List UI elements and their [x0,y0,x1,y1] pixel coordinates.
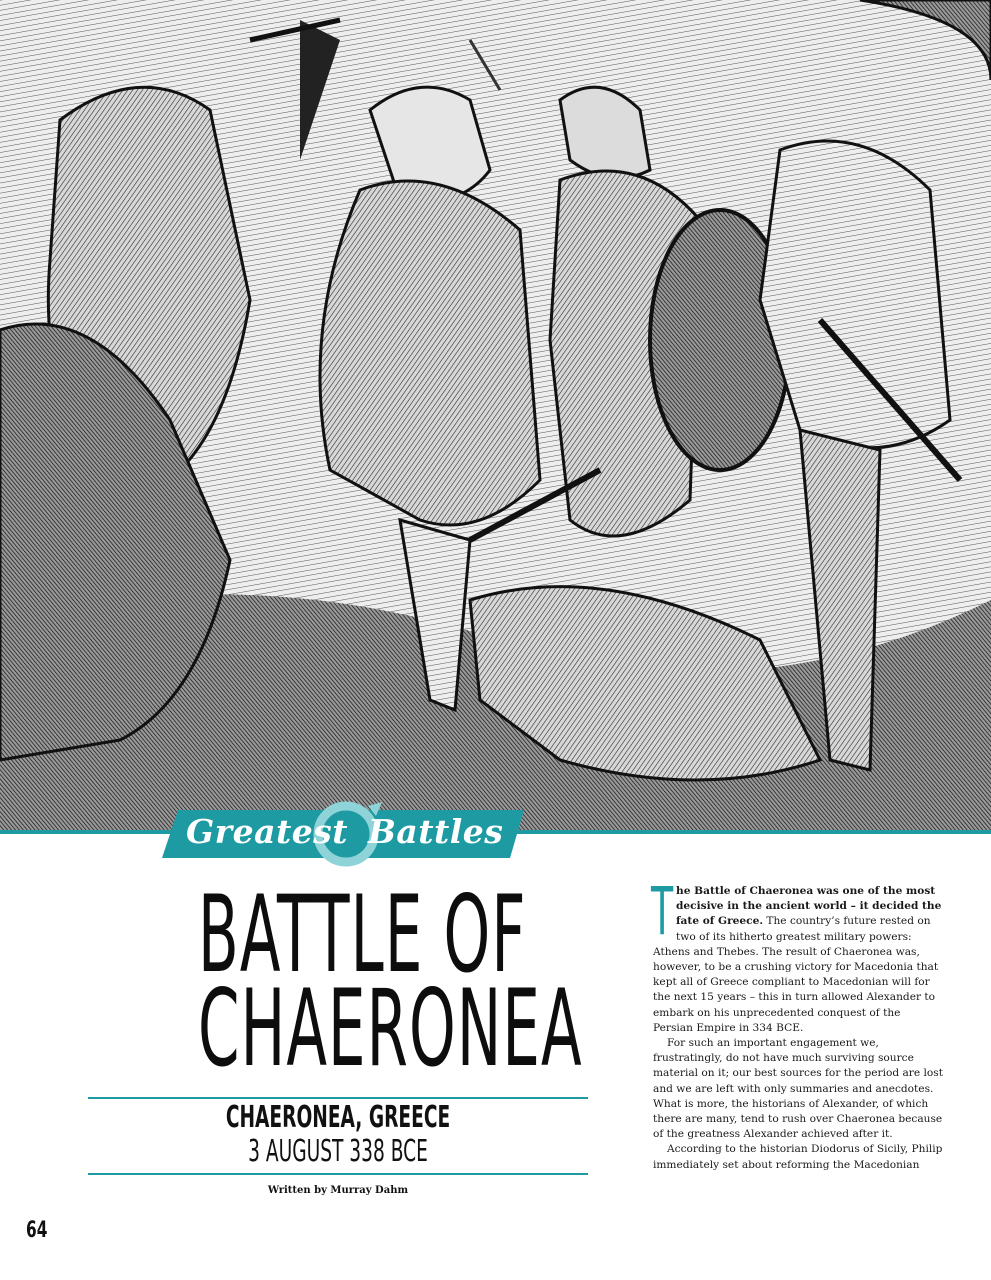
title-line-1: BATTLE OF [198,873,527,996]
paragraph-1 [651,873,943,1036]
series-banner [162,800,530,870]
page-number: 64 [26,1218,48,1243]
paragraph-2: For such an important engagement we, frustratingly, do not have much surviving source material on it; our best sources for the period are lost and we are left with only summaries and anecdotes. What is more, the historians of Alexander, of which there are many, tend to rush over Chaeronea because of the greatness Alexander achieved after it. [653,1037,943,1141]
battle-date: 3 AUGUST 338 BCE [248,1134,428,1169]
series-word-greatest: Greatest [186,812,349,851]
paragraph-3: According to the historian Diodorus of Sicily, Philip immediately set about reforming the Macedonian [653,1143,943,1171]
article-body [651,873,943,1173]
byline: Written by Murray Dahm [267,1185,409,1196]
title-divider-top [88,1097,588,1099]
article-title [198,873,583,1090]
title-divider-bottom [88,1173,588,1175]
series-word-battles: Battles [368,812,504,851]
drop-cap: T [651,873,674,950]
paragraph-1-rest: The country’s future rested on two of its hitherto greatest military powers: Athens and Thebes. The result of Chaeronea was, however, to be a crushing victory for Macedonia that kept all of Greece compliant to Macedonian will for the next 15 years – this in turn allowed Alexander to embark on his unprecedented conquest of the Persian Empire in 334 BCE. [653,915,939,1034]
lead-sentence: he Battle of Chaeronea was one of the most decisive in the ancient world – it decided the fate of Greece. [676,885,942,928]
title-line-2: CHAERONEA [198,967,583,1090]
battle-location: CHAERONEA, GREECE [225,1100,451,1135]
